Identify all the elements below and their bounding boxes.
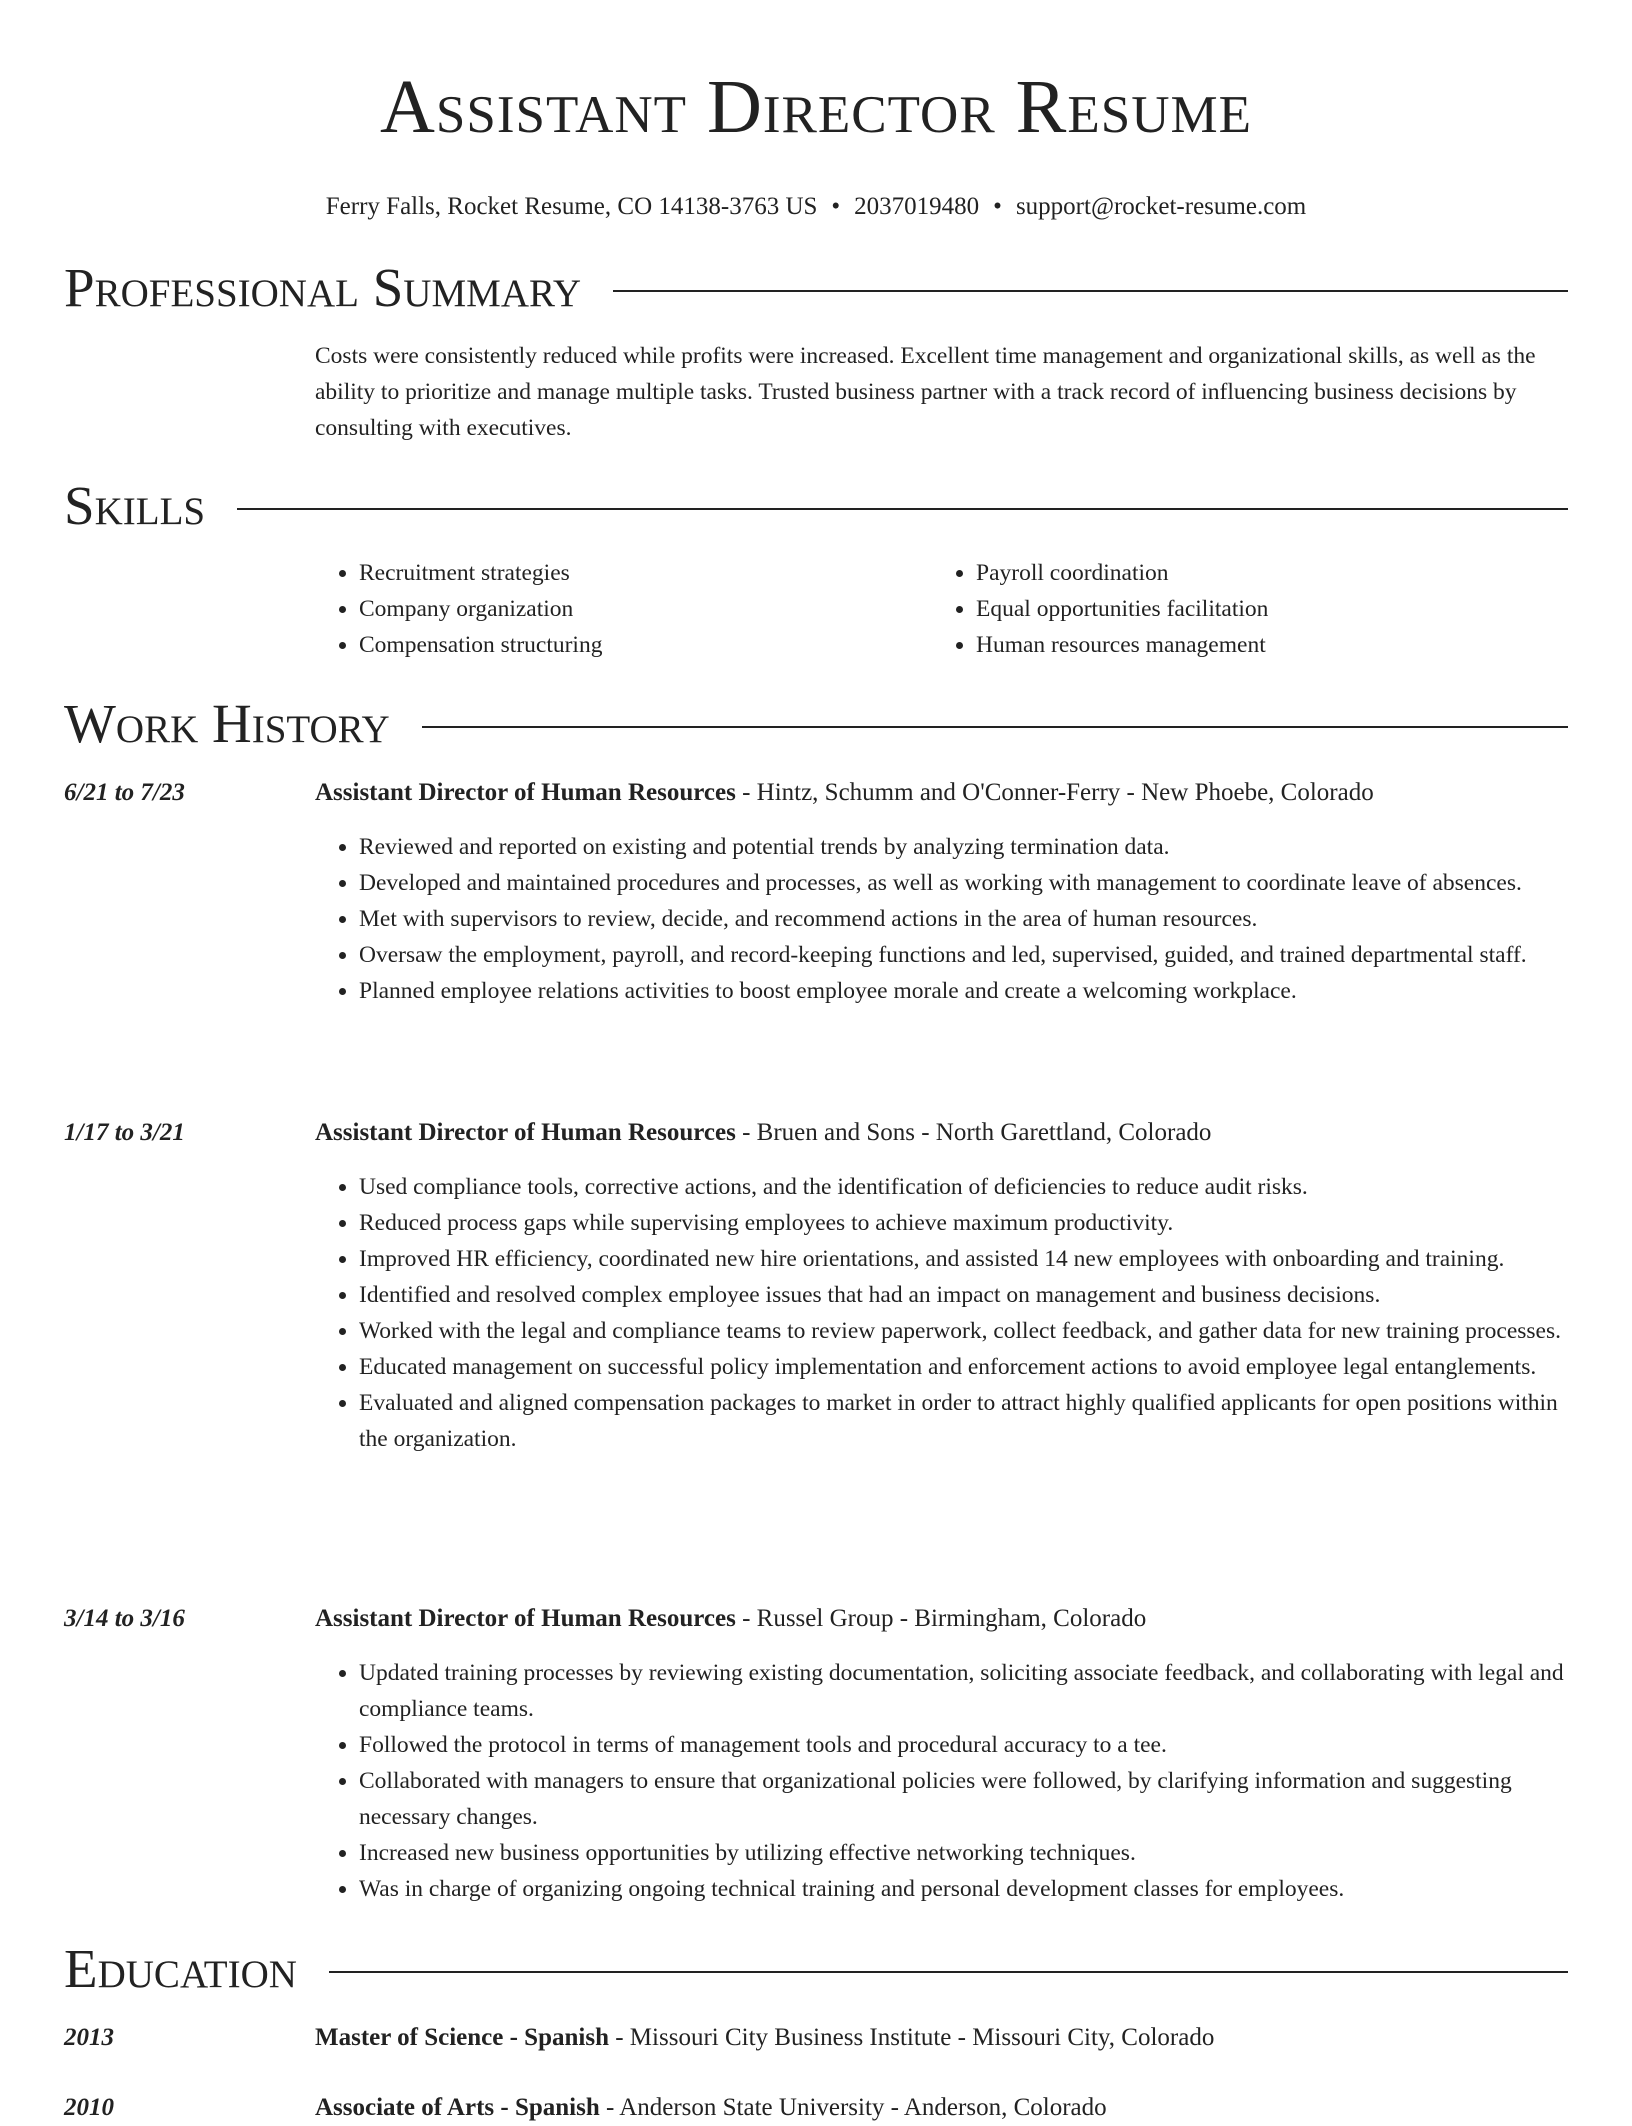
contact-separator: •: [831, 193, 841, 220]
contact-line: [0, 192, 1632, 222]
job-details: - Bruen and Sons - North Garettland, Colorado: [735, 1119, 1212, 1146]
section-title-education: Education: [64, 1938, 297, 1999]
job-bullet: • Used compliance tools, corrective actions, and the identification of deficiencies to reduce audit risks.: [359, 1169, 1568, 1205]
education-details: - Anderson State University - Anderson, Colorado: [599, 2094, 1107, 2121]
section-header-summary: [64, 256, 1568, 320]
job-bullet: • Updated training processes by reviewing existing documentation, soliciting associate feedback, and collaborating with legal and compliance teams.: [359, 1655, 1568, 1727]
resume-title: Assistant Director Resume: [380, 65, 1252, 149]
job-bullet: • Increased new business opportunities by utilizing effective networking techniques.: [359, 1835, 1568, 1871]
job-bullets: [315, 1169, 1568, 1457]
skill-item: • Equal opportunities facilitation: [976, 591, 1549, 627]
job-bullet: • Worked with the legal and compliance teams to review paperwork, collect feedback, and gather data for new training processes.: [359, 1313, 1568, 1349]
skill-item: • Human resources management: [976, 627, 1549, 663]
section-header-education: [64, 1937, 1568, 2001]
education-degree: Associate of Arts - Spanish: [315, 2094, 600, 2121]
job-date: 1/17 to 3/21: [64, 1119, 185, 1146]
skill-item: • Compensation structuring: [359, 627, 932, 663]
job-bullet: • Met with supervisors to review, decide, and recommend actions in the area of human resources.: [359, 901, 1568, 937]
job-details: - Russel Group - Birmingham, Colorado: [735, 1605, 1147, 1632]
education-heading: [315, 2020, 1568, 2056]
job-heading: [315, 1115, 1568, 1151]
job-bullet: • Was in charge of organizing ongoing technical training and personal development classes for employees.: [359, 1871, 1568, 1907]
job-bullet: • Reduced process gaps while supervising employees to achieve maximum productivity.: [359, 1205, 1568, 1241]
education-year: 2013: [64, 2024, 114, 2051]
section-header-work: [64, 692, 1568, 756]
skill-item: • Payroll coordination: [976, 555, 1549, 591]
job-bullet: • Evaluated and aligned compensation packages to market in order to attract highly qualified applicants for open positions within the organization.: [359, 1385, 1568, 1457]
contact-separator: •: [993, 193, 1002, 220]
job-entry: [64, 1601, 1568, 1907]
education-details: - Missouri City Business Institute - Missouri City, Colorado: [608, 2024, 1215, 2051]
job-bullet: • Oversaw the employment, payroll, and record-keeping functions and led, supervised, guided, and trained departmental staff.: [359, 937, 1568, 973]
job-heading: [315, 775, 1568, 811]
section-divider: [237, 508, 1568, 510]
job-bullet: • Collaborated with managers to ensure that organizational policies were followed, by clarifying information and suggesting necessary changes.: [359, 1763, 1568, 1835]
education-entry: [64, 2020, 1568, 2056]
job-bullet: • Identified and resolved complex employee issues that had an impact on management and business decisions.: [359, 1277, 1568, 1313]
job-bullets: [315, 1655, 1568, 1907]
job-bullets: [315, 829, 1568, 1009]
section-title-summary: Professional Summary: [64, 257, 582, 318]
job-bullet: • Followed the protocol in terms of management tools and procedural accuracy to a tee.: [359, 1727, 1568, 1763]
job-bullet: • Educated management on successful policy implementation and enforcement actions to avoid employee legal entanglements.: [359, 1349, 1568, 1385]
skills-column-left: [315, 555, 932, 663]
section-divider: [329, 1971, 1568, 1973]
education-entry: [64, 2090, 1568, 2126]
section-divider: [422, 726, 1568, 728]
skills-list: [315, 555, 1570, 663]
summary-text: Costs were consistently reduced while profits were increased. Excellent time management and organizational skills, as well as the ability to prioritize and manage multiple tasks. Trusted business partner with a track record of influencing business decisions by consulting with executives.: [315, 343, 1536, 441]
job-bullet: • Planned employee relations activities to boost employee morale and create a welcoming workplace.: [359, 973, 1568, 1009]
job-bullet: • Reviewed and reported on existing and potential trends by analyzing termination data.: [359, 829, 1568, 865]
section-divider: [613, 290, 1568, 292]
section-title-skills: Skills: [64, 475, 206, 536]
section-header-skills: [64, 474, 1568, 538]
job-bullet: • Improved HR efficiency, coordinated new hire orientations, and assisted 14 new employees with onboarding and training.: [359, 1241, 1568, 1277]
job-details: - Hintz, Schumm and O'Conner-Ferry - New Phoebe, Colorado: [735, 779, 1374, 806]
job-role: Assistant Director of Human Resources: [315, 1119, 736, 1146]
job-entry: [64, 775, 1568, 1009]
contact-address: Ferry Falls, Rocket Resume, CO 14138-3763 US: [325, 193, 818, 220]
education-degree: Master of Science - Spanish: [315, 2024, 609, 2051]
job-role: Assistant Director of Human Resources: [315, 1605, 736, 1632]
education-year: 2010: [64, 2094, 114, 2121]
contact-email: support@rocket-resume.com: [1015, 193, 1307, 220]
contact-phone: 2037019480: [854, 193, 980, 220]
job-role: Assistant Director of Human Resources: [315, 779, 736, 806]
job-heading: [315, 1601, 1568, 1637]
job-date: 6/21 to 7/23: [64, 779, 185, 806]
skill-item: • Company organization: [359, 591, 932, 627]
job-bullet: • Developed and maintained procedures and processes, as well as working with management to coordinate leave of absences.: [359, 865, 1568, 901]
job-date: 3/14 to 3/16: [64, 1605, 185, 1632]
education-heading: [315, 2090, 1568, 2126]
skills-column-right: [932, 555, 1549, 663]
section-title-work: Work History: [64, 693, 390, 754]
skill-item: • Recruitment strategies: [359, 555, 932, 591]
job-entry: [64, 1115, 1568, 1457]
